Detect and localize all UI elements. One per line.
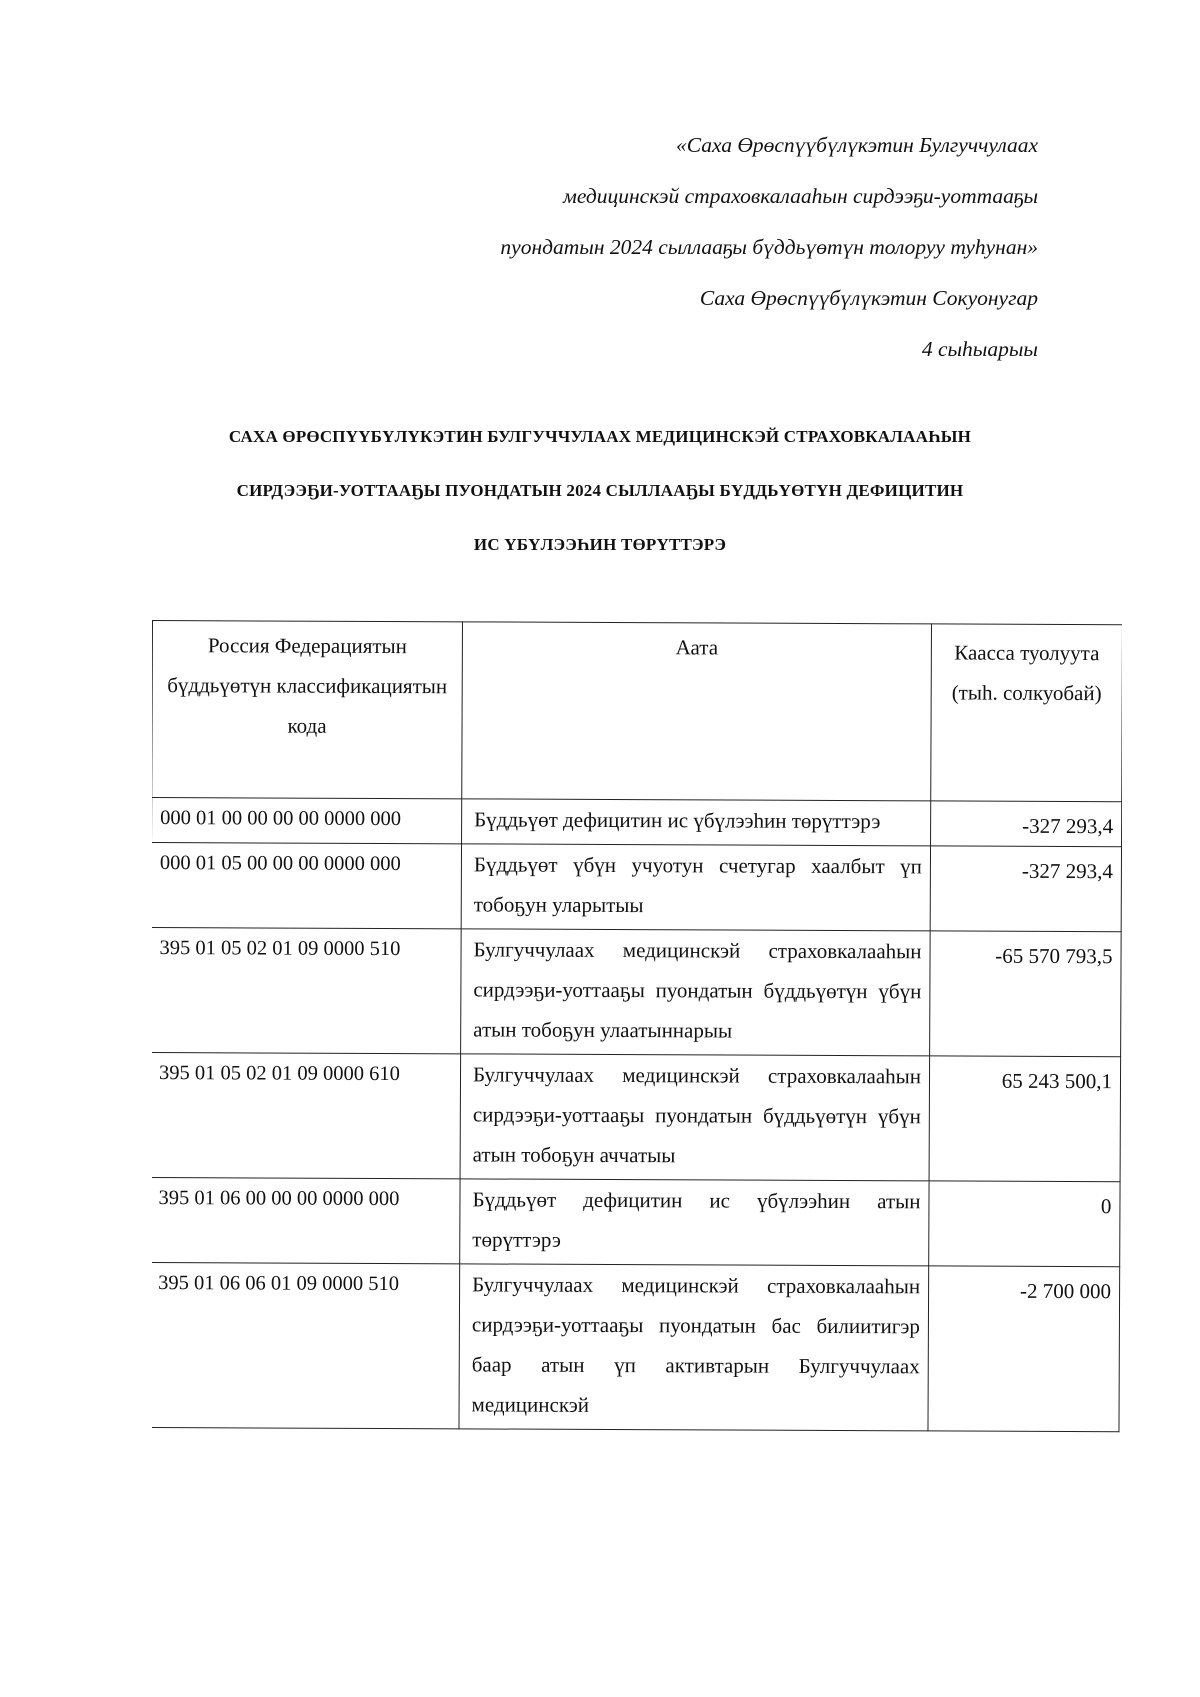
- row-name: Бүддьүөт үбүн учуотун счетугар хаалбыт үп тобоҕун уларытыы: [461, 844, 930, 931]
- header-line: «Саха Өрөспүүбүлүкэтин Булгуччулаах: [675, 133, 1038, 157]
- row-amount: 0: [929, 1181, 1120, 1267]
- deficit-sources-table: [152, 620, 1122, 1432]
- table-row: [152, 1262, 1120, 1431]
- table-row: [152, 843, 1122, 932]
- column-header-amount: Каасса туолуута (тыһ. солкуобай): [931, 624, 1122, 802]
- row-code: 395 01 06 00 00 00 0000 000: [152, 1177, 460, 1263]
- row-name: Булгуччулаах медицинскэй страховкалааһын сирдээҕи-уоттааҕы пуондатын бүддьүөтүн үбүн атын тобоҕун улаатыннарыы: [461, 929, 931, 1056]
- row-code: 395 01 05 02 01 09 0000 510: [152, 927, 461, 1053]
- row-name: Булгуччулаах медицинскэй страховкалааһын сирдээҕи-уоттааҕы пуондатын бас билиитигэр баар атын үп активтарын Булгуччулаах медицинскэй: [459, 1264, 929, 1431]
- deficit-sources-table-wrap: [152, 620, 1122, 1574]
- row-code: 395 01 06 06 01 09 0000 510: [152, 1262, 460, 1428]
- appendix-header: [500, 120, 1038, 375]
- table-row: [152, 798, 1122, 847]
- row-name: Бүддьүөт дефицитин ис үбүлээһин атын төрүттэрэ: [460, 1179, 929, 1266]
- title-line: ИС ҮБҮЛЭЭҺИН ТӨРҮТТЭРЭ: [473, 535, 727, 554]
- header-line: Саха Өрөспүүбүлүкэтин Сокуонугар: [699, 286, 1038, 310]
- row-amount: 65 243 500,1: [929, 1056, 1121, 1182]
- table-row: [152, 1177, 1120, 1266]
- document-title: [180, 410, 1020, 572]
- title-line: САХА ӨРӨСПҮҮБҮЛҮКЭТИН БУЛГУЧЧУЛААХ МЕДИЦИНСКЭЙ СТРАХОВКАЛААҺЫН: [228, 427, 972, 446]
- title-line: СИРДЭЭҔИ-УОТТААҔЫ ПУОНДАТЫН 2024 СЫЛЛААҔЫ БҮДДЬҮӨТҮН ДЕФИЦИТИН: [236, 481, 964, 500]
- column-header-code: Россия Федерациятын бүддьүөтүн классификациятын кода: [152, 621, 462, 799]
- row-code: 000 01 00 00 00 00 0000 000: [152, 798, 462, 844]
- table-row: [152, 927, 1121, 1056]
- row-amount: -327 293,4: [930, 846, 1121, 932]
- row-amount: -65 570 793,5: [930, 931, 1122, 1057]
- row-code: 395 01 05 02 01 09 0000 610: [152, 1052, 461, 1178]
- row-name: Бүддьүөт дефицитин ис үбүлээһин төрүттэрэ: [462, 799, 931, 846]
- appendix-number: 4 сыһыарыы: [921, 337, 1038, 361]
- row-code: 000 01 05 00 00 00 0000 000: [152, 843, 462, 929]
- header-line: пуондатын 2024 сыллааҕы бүддьүөтүн толоруу туһунан»: [500, 235, 1038, 259]
- row-name: Булгуччулаах медицинскэй страховкалааһын сирдээҕи-уоттааҕы пуондатын бүддьүөтүн үбүн атын тобоҕун аччатыы: [460, 1054, 930, 1181]
- table-header-row: [152, 621, 1122, 802]
- header-line: медицинскэй страховкалааһын сирдээҕи-уоттааҕы: [563, 184, 1038, 208]
- table-row: [152, 1052, 1121, 1181]
- row-amount: -2 700 000: [928, 1266, 1120, 1432]
- column-header-name: Аата: [462, 622, 932, 801]
- row-amount: -327 293,4: [931, 801, 1122, 847]
